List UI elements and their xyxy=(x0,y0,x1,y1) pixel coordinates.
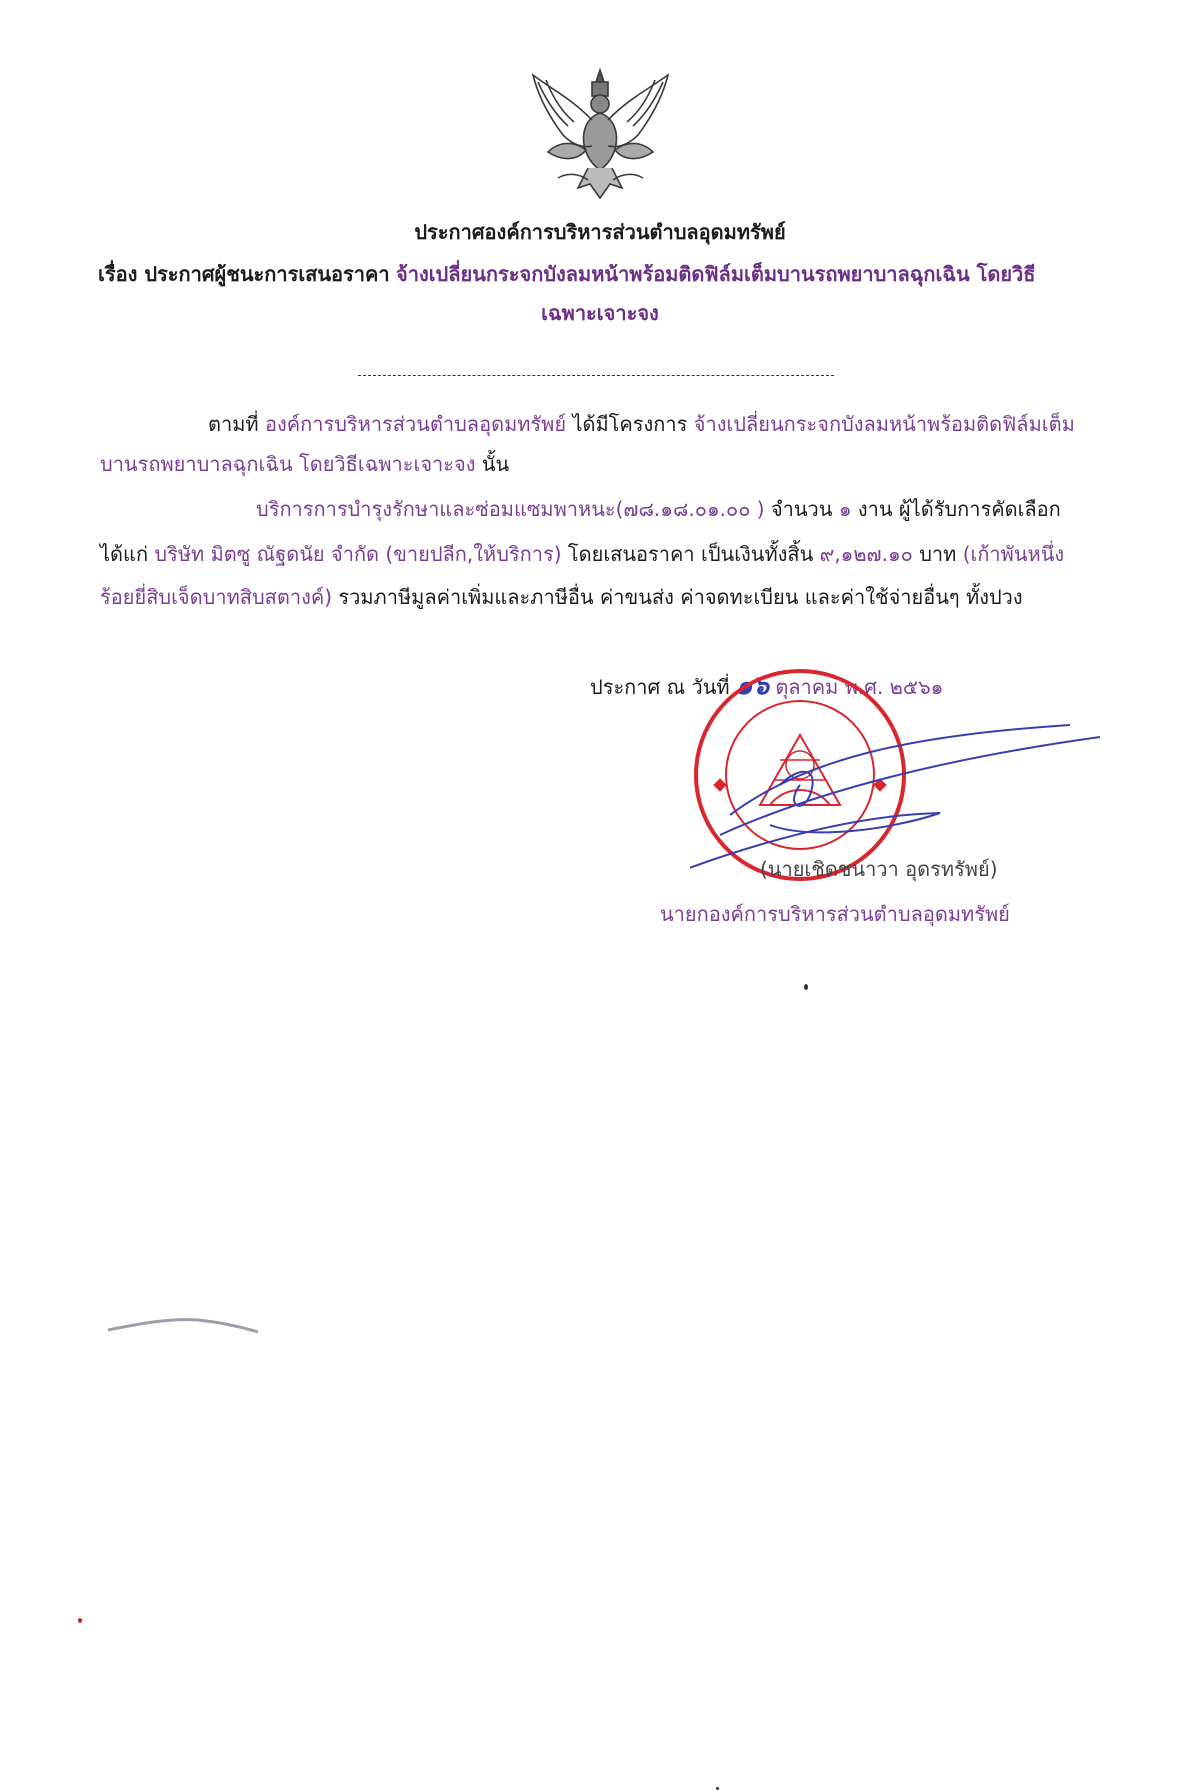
quantity-value: ๑ xyxy=(838,497,852,521)
signatory-position: นายกองค์การบริหารส่วนตำบลอุดมทรัพย์ xyxy=(660,902,1010,926)
offer-label: โดยเสนอราคา xyxy=(567,542,695,566)
paragraph-1-line-1 xyxy=(208,410,1075,438)
amount-words-cont: ร้อยยี่สิบเจ็ดบาทสิบสตางค์) xyxy=(100,585,333,609)
total-label: เป็นเงินทั้งสิ้น xyxy=(701,542,814,566)
paragraph-2-line-3 xyxy=(100,583,1023,611)
scan-speck xyxy=(78,1618,82,1623)
quantity-unit: งาน xyxy=(857,497,893,521)
p1-project-cont: บานรถพยาบาลฉุกเฉิน โดยวิธีเฉพาะเจาะจง xyxy=(100,452,476,476)
announce-day: ๑๖ xyxy=(735,671,769,701)
subject-project-cont: เฉพาะเจาะจง xyxy=(541,301,659,325)
subject-prefix: เรื่อง ประกาศผู้ชนะการเสนอราคา xyxy=(98,262,390,286)
service-item: บริการการบำรุงรักษาและซ่อมแซมพาหนะ(๗๘.๑๘.๐๑.๐๐ ) xyxy=(256,497,765,521)
quantity-label: จำนวน xyxy=(770,497,833,521)
paragraph-2-line-2 xyxy=(100,540,1064,568)
paragraph-2-line-1 xyxy=(256,495,1061,523)
scan-scratch xyxy=(108,1310,258,1340)
p1-lead: ตามที่ xyxy=(208,412,259,436)
amount-words: (เก้าพันหนึ่ง xyxy=(962,542,1065,566)
subject-project: จ้างเปลี่ยนกระจกบังลมหน้าพร้อมติดฟิล์มเต็มบานรถพยาบาลฉุกเฉิน โดยวิธี xyxy=(396,262,1036,286)
tax-clause: รวมภาษีมูลค่าเพิ่มและภาษีอื่น ค่าขนส่ง ค่าจดทะเบียน และค่าใช้จ่ายอื่นๆ ทั้งปวง xyxy=(338,585,1023,609)
scan-speck xyxy=(804,984,808,990)
subject-line xyxy=(98,260,1035,288)
announce-month-year: ตุลาคม พ.ศ. ๒๕๖๑ xyxy=(775,675,944,699)
p1-end: นั้น xyxy=(481,452,510,476)
p1-project: จ้างเปลี่ยนกระจกบังลมหน้าพร้อมติดฟิล์มเต็ม xyxy=(693,412,1075,436)
winner-lead: ได้แก่ xyxy=(100,542,149,566)
p1-organization: องค์การบริหารส่วนตำบลอุดมทรัพย์ xyxy=(264,412,567,436)
p1-mid: ได้มีโครงการ xyxy=(572,412,688,436)
signatory-name: (นายเชิดชนาวา อุดรทรัพย์) xyxy=(760,857,998,881)
currency-label: บาท xyxy=(919,542,957,566)
paragraph-1-line-2 xyxy=(100,450,509,478)
divider-line xyxy=(358,375,834,376)
announce-prefix: ประกาศ ณ วันที่ xyxy=(590,675,730,699)
winner-company: บริษัท มิตซู ณัฐดนัย จำกัด (ขายปลีก,ให้บริการ) xyxy=(154,542,562,566)
announcement-title: ประกาศองค์การบริหารส่วนตำบลอุดมทรัพย์ xyxy=(414,220,786,244)
selected-label: ผู้ได้รับการคัดเลือก xyxy=(898,497,1061,521)
total-amount: ๙,๑๒๗.๑๐ xyxy=(819,542,913,566)
garuda-emblem xyxy=(518,60,683,210)
